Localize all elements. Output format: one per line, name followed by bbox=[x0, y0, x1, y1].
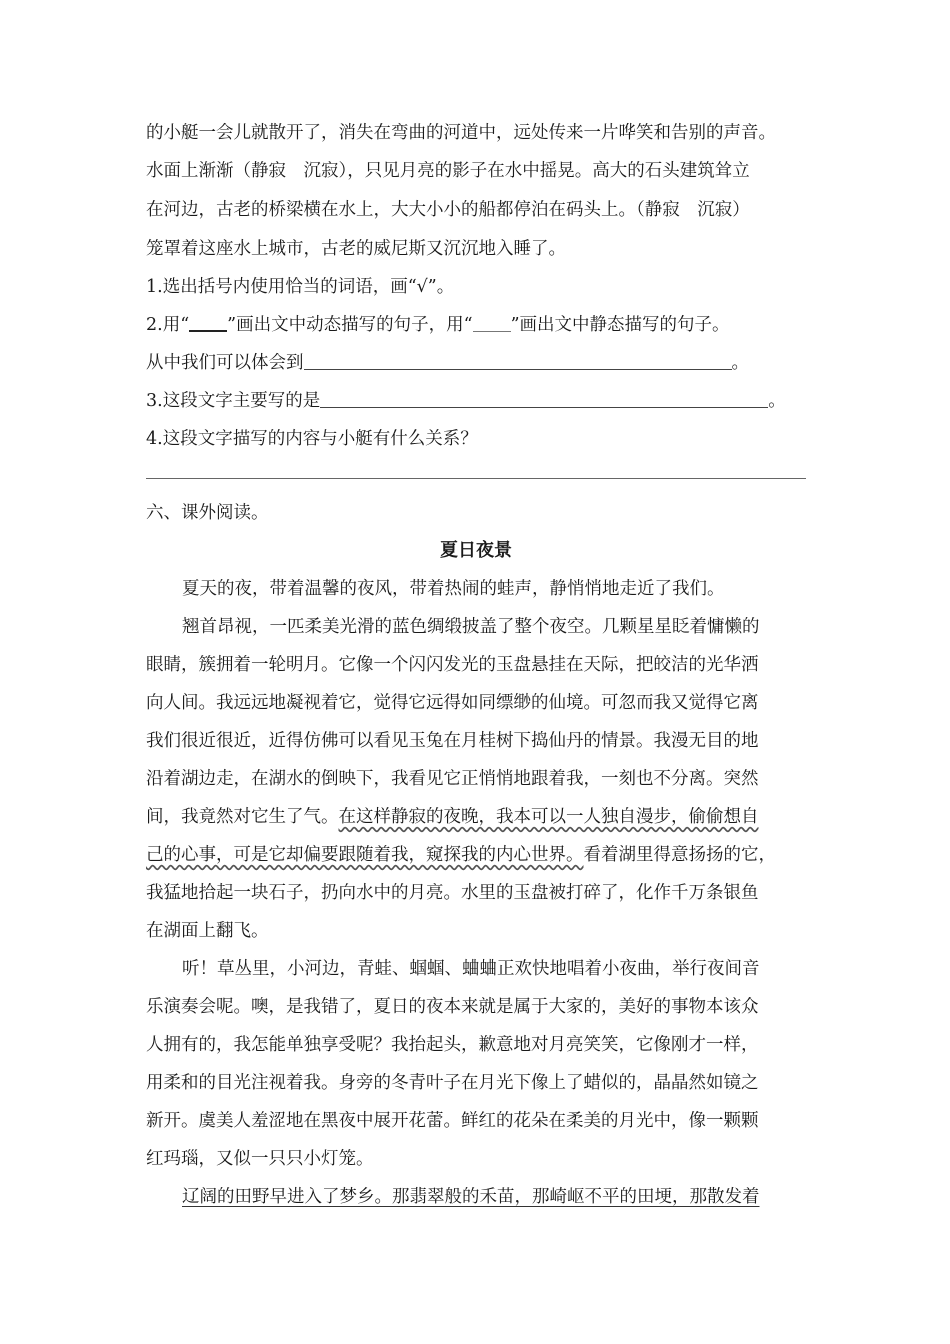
wavy-underlined-sentence: 己的心事，可是它却偏要跟随着我，窥探我的内心世界。 bbox=[146, 845, 584, 865]
article-paragraph-line: 新开。虞美人羞涩地在黑夜中展开花蕾。鲜红的花朵在柔美的月光中，像一颗颗 bbox=[146, 1111, 759, 1131]
article-paragraph-line: 翘首昂视，一匹柔美光滑的蓝色绸缎披盖了整个夜空。几颗星星眨着慵懒的 bbox=[182, 617, 760, 637]
article-paragraph-line: 我们很近很近，近得仿佛可以看见玉兔在月桂树下捣仙丹的情景。我漫无目的地 bbox=[146, 731, 759, 751]
question-2-text-c: ”画出文中静态描写的句子。 bbox=[510, 315, 730, 335]
article-paragraph-line: 夏天的夜，带着温馨的夜风，带着热闹的蛙声，静悄悄地走近了我们。 bbox=[182, 579, 725, 599]
underlined-sentence: 辽阔的田野早进入了梦乡。那翡翠般的禾苗，那崎岖不平的田埂，那散发着 bbox=[182, 1187, 760, 1207]
bold-underline-sample bbox=[189, 314, 227, 332]
plain-text: 间，我竟然对它生了气。 bbox=[146, 807, 339, 827]
period: 。 bbox=[731, 353, 749, 373]
period: 。 bbox=[768, 391, 786, 411]
article-paragraph-line: 红玛瑙，又似一只只小灯笼。 bbox=[146, 1149, 374, 1169]
passage-line: 的小艇一会儿就散开了，消失在弯曲的河道中，远处传来一片哗笑和告别的声音。 bbox=[146, 123, 776, 143]
question-4: 4.这段文字描写的内容与小艇有什么关系？ bbox=[146, 429, 478, 449]
question-2-answer-line bbox=[146, 350, 806, 376]
article-paragraph-line bbox=[146, 804, 806, 830]
article-paragraph-line bbox=[146, 1184, 806, 1210]
question-2-prompt: 从中我们可以体会到 bbox=[146, 353, 304, 373]
passage-line: 水面上渐渐（静寂 沉寂），只见月亮的影子在水中摇晃。高大的石头建筑耸立 bbox=[146, 161, 750, 181]
answer-line[interactable] bbox=[146, 478, 806, 479]
question-3 bbox=[146, 388, 806, 414]
question-2-text-b: ”画出文中动态描写的句子，用“ bbox=[227, 315, 473, 335]
article-paragraph-line bbox=[146, 842, 806, 868]
article-paragraph-line: 听！草丛里，小河边，青蛙、蝈蝈、蛐蛐正欢快地唱着小夜曲，举行夜间音 bbox=[182, 959, 760, 979]
answer-blank[interactable] bbox=[304, 351, 732, 370]
passage-line: 在河边，古老的桥梁横在水上，大大小小的船都停泊在码头上。（静寂 沉寂） bbox=[146, 200, 750, 220]
article-paragraph-line: 在湖面上翻飞。 bbox=[146, 921, 269, 941]
article-paragraph-line: 人拥有的，我怎能单独享受呢？我抬起头，歉意地对月亮笑笑，它像刚才一样， bbox=[146, 1035, 759, 1055]
article-paragraph-line: 用柔和的目光注视着我。身旁的冬青叶子在月光下像上了蜡似的，晶晶然如镜之 bbox=[146, 1073, 759, 1093]
article-paragraph-line: 眼睛，簇拥着一轮明月。它像一个闪闪发光的玉盘悬挂在天际，把皎洁的光华洒 bbox=[146, 655, 759, 675]
plain-text: 看着湖里得意扬扬的它， bbox=[583, 845, 776, 865]
thin-underline-sample bbox=[473, 315, 511, 332]
article-title: 夏日夜景 bbox=[440, 540, 512, 561]
passage-line: 笼罩着这座水上城市，古老的威尼斯又沉沉地入睡了。 bbox=[146, 239, 566, 259]
question-1: 1.选出括号内使用恰当的词语，画“√”。 bbox=[146, 277, 455, 297]
question-3-prompt: 3.这段文字主要写的是 bbox=[146, 391, 321, 411]
question-2-text-a: 2.用“ bbox=[146, 315, 190, 335]
article-paragraph-line: 乐演奏会呢。噢，是我错了，夏日的夜本来就是属于大家的，美好的事物本该众 bbox=[146, 997, 759, 1017]
question-2 bbox=[146, 312, 806, 338]
article-paragraph-line: 沿着湖边走，在湖水的倒映下，我看见它正悄悄地跟着我，一刻也不分离。突然 bbox=[146, 769, 759, 789]
wavy-underlined-sentence: 在这样静寂的夜晚，我本可以一人独自漫步，偷偷想自 bbox=[338, 807, 759, 827]
article-paragraph-line: 向人间。我远远地凝视着它，觉得它远得如同缥缈的仙境。可忽而我又觉得它离 bbox=[146, 693, 759, 713]
answer-blank[interactable] bbox=[320, 389, 768, 408]
article-paragraph-line: 我猛地拾起一块石子，扔向水中的月亮。水里的玉盘被打碎了，化作千万条银鱼 bbox=[146, 883, 759, 903]
section-heading: 六、课外阅读。 bbox=[146, 503, 269, 523]
